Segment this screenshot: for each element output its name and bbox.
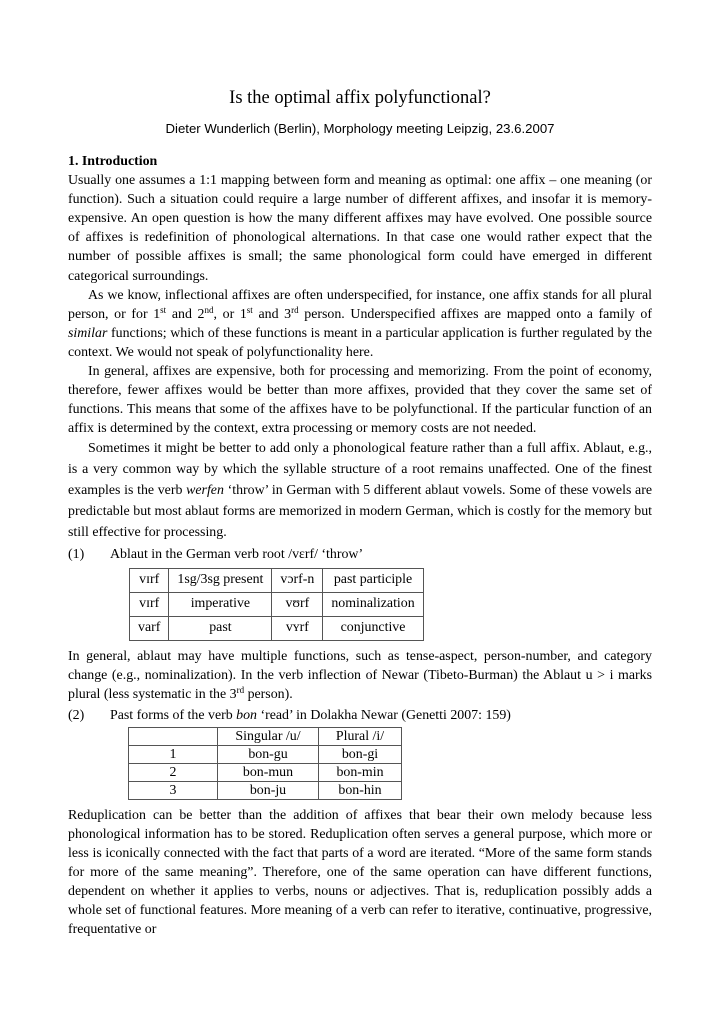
example-2-caption: (2) Past forms of the verb bon ‘read’ in Dolakha Newar (Genetti 2007: 159) <box>68 707 511 723</box>
paragraph-6: Reduplication can be better than the addition of affixes that bear their own melody because less phonological information has to be stored. Reduplication often serves a general purpose, which more or less is iconically connected with the fact that parts of a word are iterated. “More of the same form stands for more of the same meaning”. Therefore, one of the same operation can have different functions, dependent on whether it applies to verbs, nouns or adjectives. That is, reduplication possibly adds a whole set of functional features. More meaning of a verb can refer to iterative, continuative, progressive, frequentative or <box>68 807 652 938</box>
paragraph-2: As we know, inflectional affixes are often underspecified, for instance, one affix stands for all plural person, or for 1st and 2nd, or 1st and 3rd person. Underspecified affixes are mapped onto a family of similar functions; which of these functions is meant in a particular application is further regulated by the context. We would not speak of polyfunctionality here. <box>68 287 652 360</box>
table-header-row: Singular /u/ Plural /i/ <box>129 727 402 745</box>
table-row: vɪrf imperative vʊrf nominalization <box>130 592 424 616</box>
paragraph-3: In general, affixes are expensive, both for processing and memorizing. From the point of economy, therefore, fewer affixes would be better than more affixes, provided that they cover the same set of functions. This means that some of the affixes have to be polyfunctional. If the particular function of an affix is determined by the context, extra processing or memory costs are not needed. <box>68 364 652 437</box>
author-line: Dieter Wunderlich (Berlin), Morphology meeting Leipzig, 23.6.2007 <box>165 121 555 136</box>
example-1-caption: (1) Ablaut in the German verb root /vɛrf/ ‘throw’ <box>68 547 364 563</box>
table-row: varf past vʏrf conjunctive <box>130 616 424 640</box>
section-heading: 1. Introduction <box>68 154 158 169</box>
newar-table <box>128 727 402 800</box>
ablaut-table <box>129 568 424 641</box>
table-row: 2 bon-mun bon-min <box>129 763 402 781</box>
document-body <box>68 152 652 940</box>
paragraph-1: Usually one assumes a 1:1 mapping between form and meaning as optimal: one affix – one meaning (or function). Such a situation could require a large number of different affixes, and insofar it is memory-expensive. An open question is how the many different affixes may have evolved. One possible source of affixes is redefinition of phonological alternations. In that case one would rather expect that the number of possible affixes is small; the same phonological form could have emerged in different categorical surroundings. <box>68 173 652 284</box>
table-row: vɪrf 1sg/3sg present vɔrf-n past participle <box>130 568 424 592</box>
paragraph-4: Sometimes it might be better to add only a phonological feature rather than a full affix. Ablaut, e.g., is a very common way by which the syllable structure of a root remains unaffected. One of the finest examples is the verb werfen ‘throw’ in German with 5 different ablaut vowels. Some of these vowels are predictable but most ablaut forms are memorized in modern German, which is costly for the memory but still effective for processing. <box>68 441 652 541</box>
table-row: 1 bon-gu bon-gi <box>129 745 402 763</box>
table-row: 3 bon-ju bon-hin <box>129 781 402 799</box>
paragraph-5: In general, ablaut may have multiple functions, such as tense-aspect, person-number, and category change (e.g., nominalization). In the verb inflection of Newar (Tibeto-Burman) the Ablaut u > i marks plural (less systematic in the 3rd person). <box>68 648 652 702</box>
page-title: Is the optimal affix polyfunctional? <box>229 88 491 108</box>
